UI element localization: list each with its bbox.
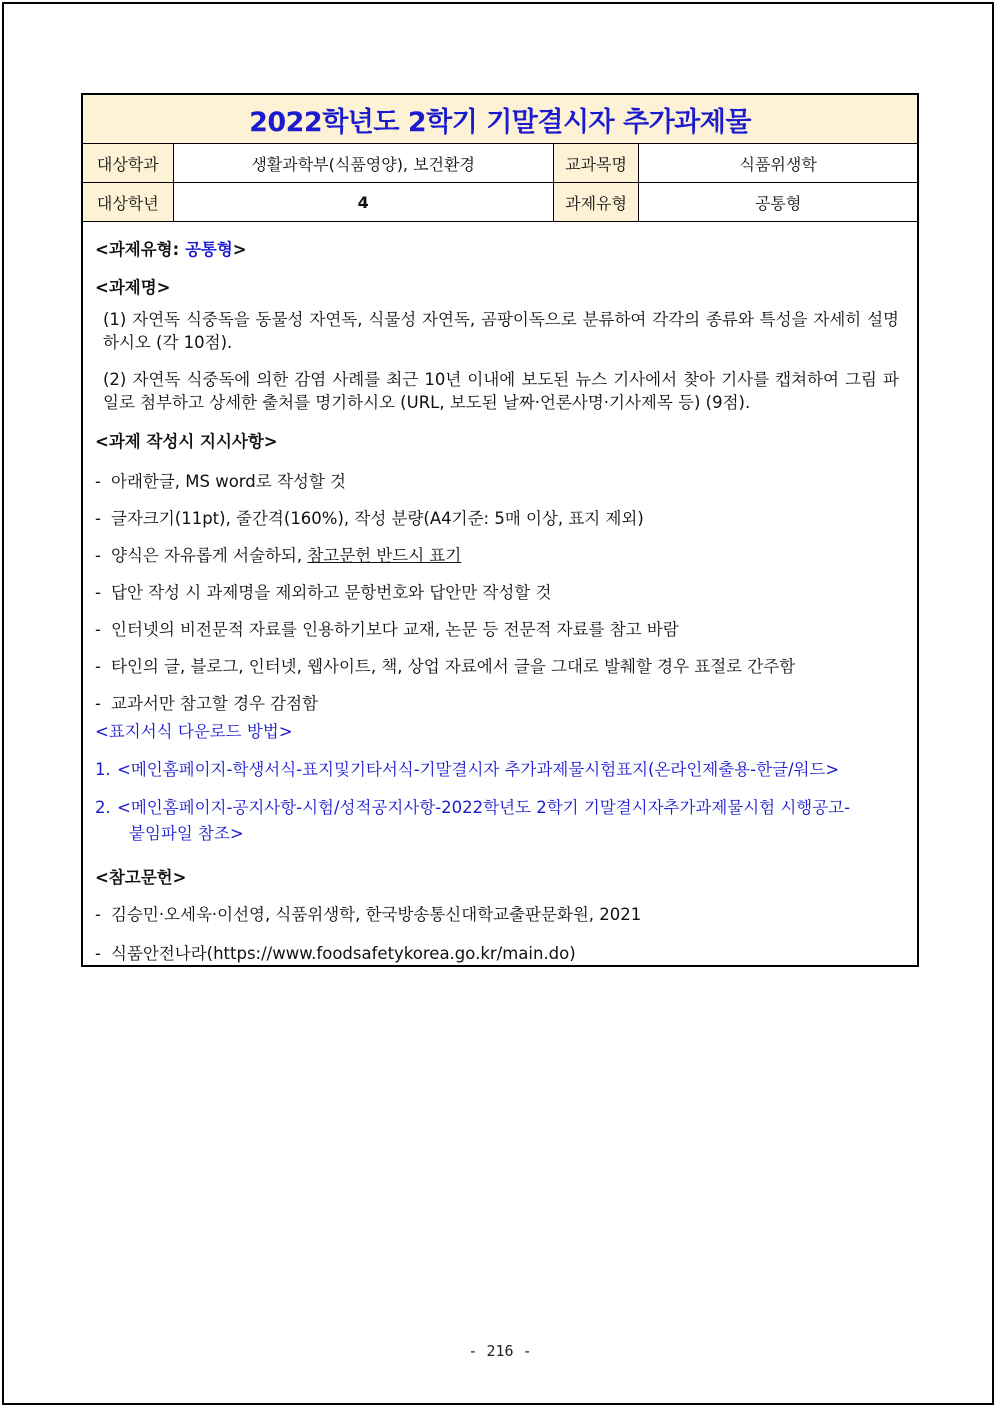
target-dept-label: 대상학과: [83, 144, 174, 182]
dash: -: [95, 657, 101, 676]
question-2: (2) 자연독 식중독에 의한 감염 사례를 최근 10년 이내에 보도된 뉴스 기사에서 찾아 기사를 캡쳐하여 그림 파일로 첨부하고 상세한 출처를 명기하시오 (URL, 보도된 날짜·언론사명·기사제목 등) (9점).: [103, 370, 899, 412]
dash: -: [95, 694, 101, 713]
assignment-sheet: [81, 93, 919, 967]
assignment-type-suffix: >: [232, 240, 247, 259]
assignment-type-heading: [95, 236, 905, 264]
download-step-1: [95, 757, 905, 783]
course-name-label: 교과목명: [554, 144, 640, 182]
assignment-type-prefix: <과제유형:: [95, 240, 185, 259]
assignment-type-highlight: 공통형: [184, 240, 233, 259]
reference-text: 김승민·오세욱·이선영, 식품위생학, 한국방송통신대학교출판문화원, 2021: [111, 905, 642, 924]
instruction-text: 타인의 글, 블로그, 인터넷, 웹사이트, 책, 상업 자료에서 글을 그대로 발췌할 경우 표절로 간주함: [111, 657, 796, 676]
info-row-1: [83, 144, 917, 183]
assignment-type-value: 공통형: [754, 193, 802, 213]
instruction-item: [95, 692, 905, 715]
course-name-value: 식품위생학: [739, 154, 817, 174]
instruction-text: 글자크기(11pt), 줄간격(160%), 작성 분량(A4기준: 5매 이상, 표지 제외): [111, 509, 644, 528]
step-number: 1.: [95, 760, 111, 779]
instruction-text: 양식은 자유롭게 서술하되,: [111, 546, 308, 565]
assignment-name-heading: <과제명>: [95, 278, 171, 297]
step-text: <메인홈페이지-학생서식-표지및기타서식-기말결시자 추가과제물시험표지(온라인제출용-한글/워드>: [117, 760, 840, 779]
dash: -: [95, 944, 101, 963]
download-heading: <표지서식 다운로드 방법>: [95, 722, 293, 741]
page-number: - 216 -: [468, 1342, 532, 1360]
dash: -: [95, 472, 101, 491]
dash: -: [95, 546, 101, 565]
info-row-2: [83, 183, 917, 222]
instruction-text: 답안 작성 시 과제명을 제외하고 문항번호와 답안만 작성할 것: [111, 583, 552, 602]
instruction-item: [95, 618, 905, 641]
instruction-text: 인터넷의 비전문적 자료를 인용하기보다 교재, 논문 등 전문적 자료를 참고 바람: [111, 620, 679, 639]
instruction-item: [95, 544, 905, 567]
reference-text: 식품안전나라(https://www.foodsafetykorea.go.kr/main.do): [111, 944, 576, 963]
target-dept-value: 생활과학부(식품영양), 보건환경: [174, 144, 554, 182]
references-required-note: 참고문헌 반드시 표기: [307, 546, 462, 565]
target-year-value: 4: [174, 183, 554, 221]
instruction-text: 교과서만 참고할 경우 감점함: [111, 694, 319, 713]
dash: -: [95, 583, 101, 602]
step-text: <메인홈페이지-공지사항-시험/성적공지사항-2022학년도 2학기 기말결시자추가과제물시험 시행공고-: [117, 798, 851, 817]
step-text-continued: 붙임파일 참조>: [129, 824, 244, 843]
instruction-text: 아래한글, MS word로 작성할 것: [111, 472, 346, 491]
references-heading: <참고문헌>: [95, 868, 187, 887]
step-number: 2.: [95, 798, 111, 817]
reference-item: [95, 903, 905, 926]
document-title: 2022학년도 2학기 기말결시자 추가과제물: [249, 106, 751, 138]
instructions-heading: <과제 작성시 지시사항>: [95, 432, 278, 451]
dash: -: [95, 509, 101, 528]
question-1: (1) 자연독 식중독을 동물성 자연독, 식물성 자연독, 곰팡이독으로 분류하여 각각의 종류와 특성을 자세히 설명하시오 (각 10점).: [103, 310, 899, 352]
instruction-item: [95, 470, 905, 493]
title-row: [83, 95, 917, 144]
assignment-type-label: 과제유형: [554, 183, 640, 221]
instruction-item: [95, 581, 905, 604]
target-year-label: 대상학년: [83, 183, 174, 221]
instruction-item: [95, 655, 905, 678]
dash: -: [95, 905, 101, 924]
reference-item: [95, 942, 905, 965]
download-step-2: [95, 795, 905, 847]
instruction-item: [95, 507, 905, 530]
dash: -: [95, 620, 101, 639]
content-area: [83, 222, 917, 965]
